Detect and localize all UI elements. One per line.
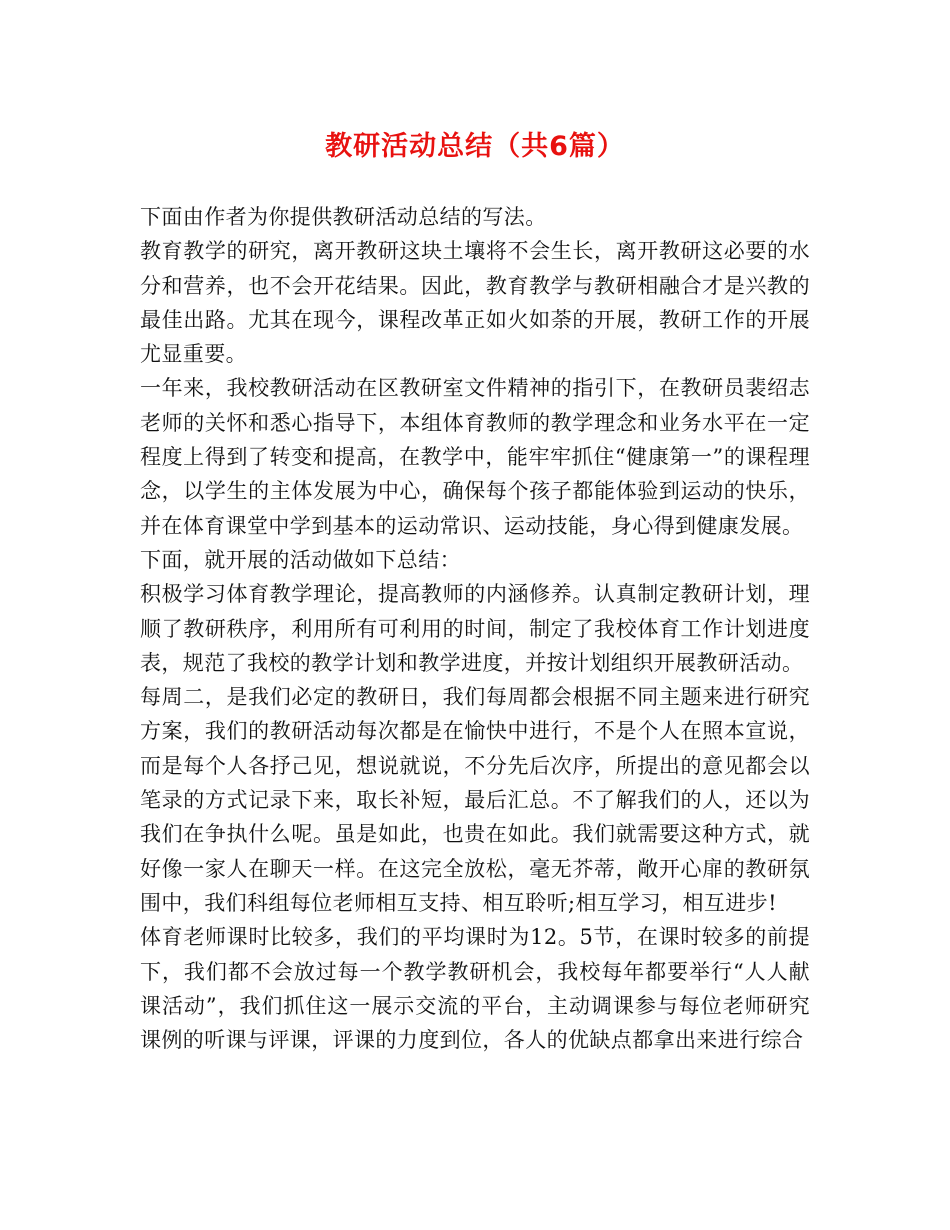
- paragraph-research: 教育教学的研究，离开教研这块土壤将不会生长，离开教研这必要的水分和营养，也不会开花结果。因此，教育教学与教研相融合才是兴教的最佳出路。尤其在现今，课程改革正如火如荼的开展，教研工作的开展尤显重要。: [140, 239, 810, 367]
- paragraph-tuesday: 每周二，是我们必定的教研日，我们每周都会根据不同主题来进行研究方案，我们的教研活动每次都是在愉快中进行，不是个人在照本宣说，而是每个人各抒己见，想说就说，不分先后次序，所提出的意见都会以笔录的方式记录下来，取长补短，最后汇总。不了解我们的人，还以为我们在争执什么呢。虽是如此，也贵在如此。我们就需要这种方式，就好像一家人在聊天一样。在这完全放松，毫无芥蒂，敞开心扉的教研氛围中，我们科组每位老师相互支持、相互聆听;相互学习，相互进步!: [140, 685, 810, 915]
- paragraph-lessons: 体育老师课时比较多，我们的平均课时为12。5节，在课时较多的前提下，我们都不会放过每一个教学教研机会，我校每年都要举行“人人献课活动”，我们抓住这一展示交流的平台，主动调课参与每位老师研究课例的听课与评课，评课的力度到位，各人的优缺点都拿出来进行综合: [140, 925, 810, 1053]
- paragraph-year-review: 一年来，我校教研活动在区教研室文件精神的指引下，在教研员裴绍志老师的关怀和悉心指导下，本组体育教师的教学理念和业务水平在一定程度上得到了转变和提高，在教学中，能牢牢抓住“健康第一”的课程理念，以学生的主体发展为中心，确保每个孩子都能体验到运动的快乐，并在体育课堂中学到基本的运动常识、运动技能，身心得到健康发展。: [140, 376, 810, 538]
- paragraph-intro: 下面由作者为你提供教研活动总结的写法。: [140, 205, 547, 229]
- document-body: [140, 200, 810, 1057]
- document-title: 教研活动总结（共6篇）: [325, 131, 625, 162]
- paragraph-summary-lead: 下面，就开展的活动做如下总结：: [140, 547, 461, 572]
- paragraph-theory-study: 积极学习体育教学理论，提高教师的内涵修养。认真制定教研计划，理顺了教研秩序，利用所有可利用的时间，制定了我校体育工作计划进度表，规范了我校的教学计划和教学进度，并按计划组织开展教研活动。: [140, 582, 810, 675]
